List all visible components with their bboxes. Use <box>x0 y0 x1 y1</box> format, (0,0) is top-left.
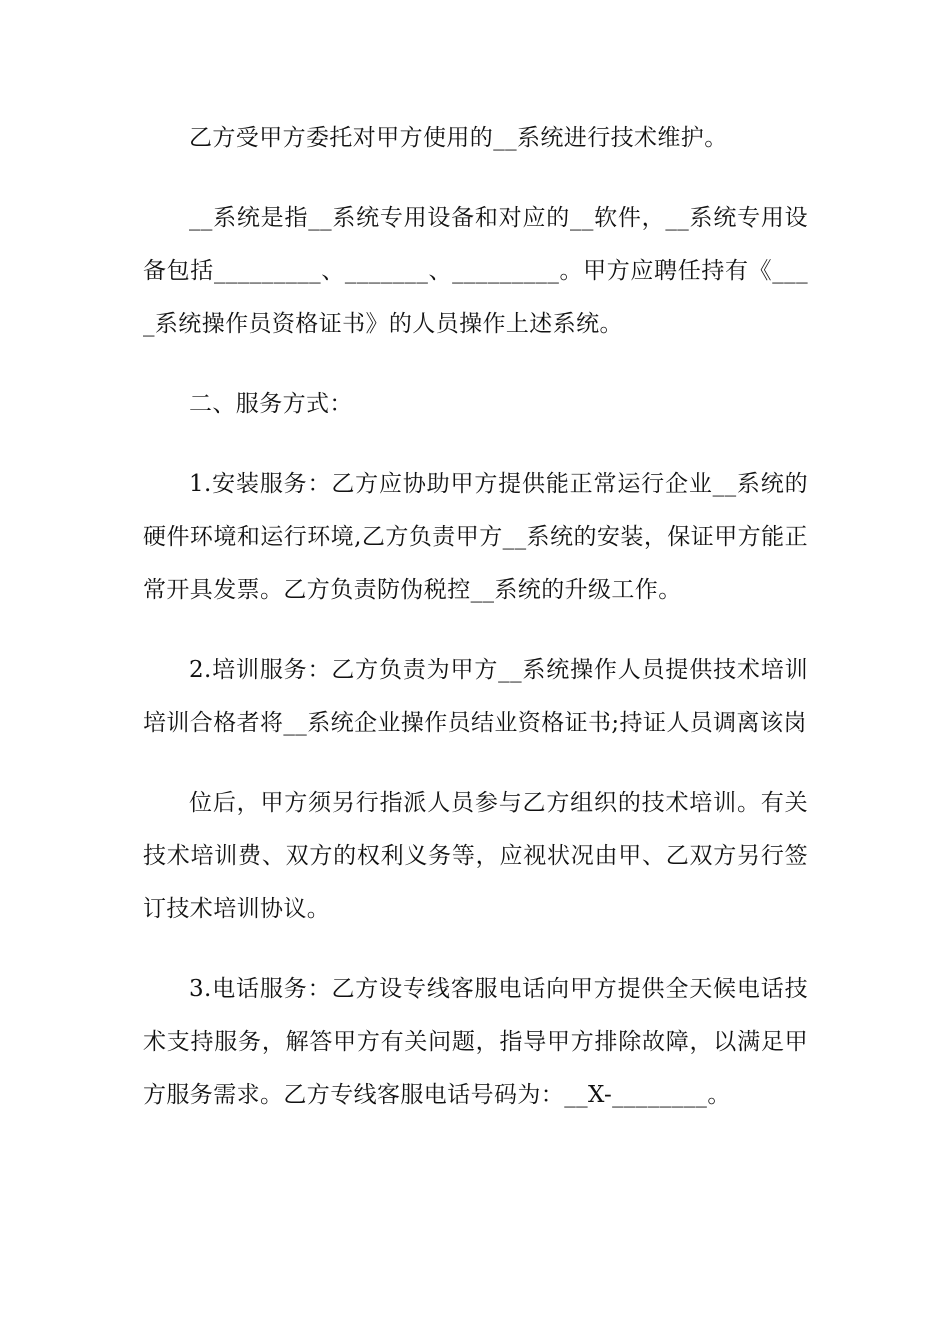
section-heading-service-mode: 二、服务方式： <box>189 391 353 417</box>
paragraph-installation-service: 1.安装服务：乙方应协助甲方提供能正常运行企业__系统的硬件环境和运行环境,乙方负责甲方__系统的安装，保证甲方能正常开具发票。乙方负责防伪税控__系统的升级工作。 <box>143 471 808 603</box>
document-body <box>143 112 808 1149</box>
paragraph-system-definition: __系统是指__系统专用设备和对应的__软件，__系统专用设备包括_________、_______、_________。甲方应聘任持有《____系统操作员资格证书》的人员操作上述系统。 <box>143 205 808 337</box>
paragraph-phone-service: 3.电话服务：乙方设专线客服电话向甲方提供全天候电话技术支持服务，解答甲方有关问题，指导甲方排除故障，以满足甲方服务需求。乙方专线客服电话号码为：__X-________。 <box>143 976 808 1108</box>
paragraph-training-service: 2.培训服务：乙方负责为甲方__系统操作人员提供技术培训培训合格者将__系统企业操作员结业资格证书;持证人员调离该岗 <box>143 657 808 736</box>
paragraph-training-continuation: 位后，甲方须另行指派人员参与乙方组织的技术培训。有关技术培训费、双方的权利义务等，应视状况由甲、乙双方另行签订技术培训协议。 <box>143 790 808 922</box>
paragraph-maintenance-scope: 乙方受甲方委托对甲方使用的__系统进行技术维护。 <box>189 125 728 151</box>
